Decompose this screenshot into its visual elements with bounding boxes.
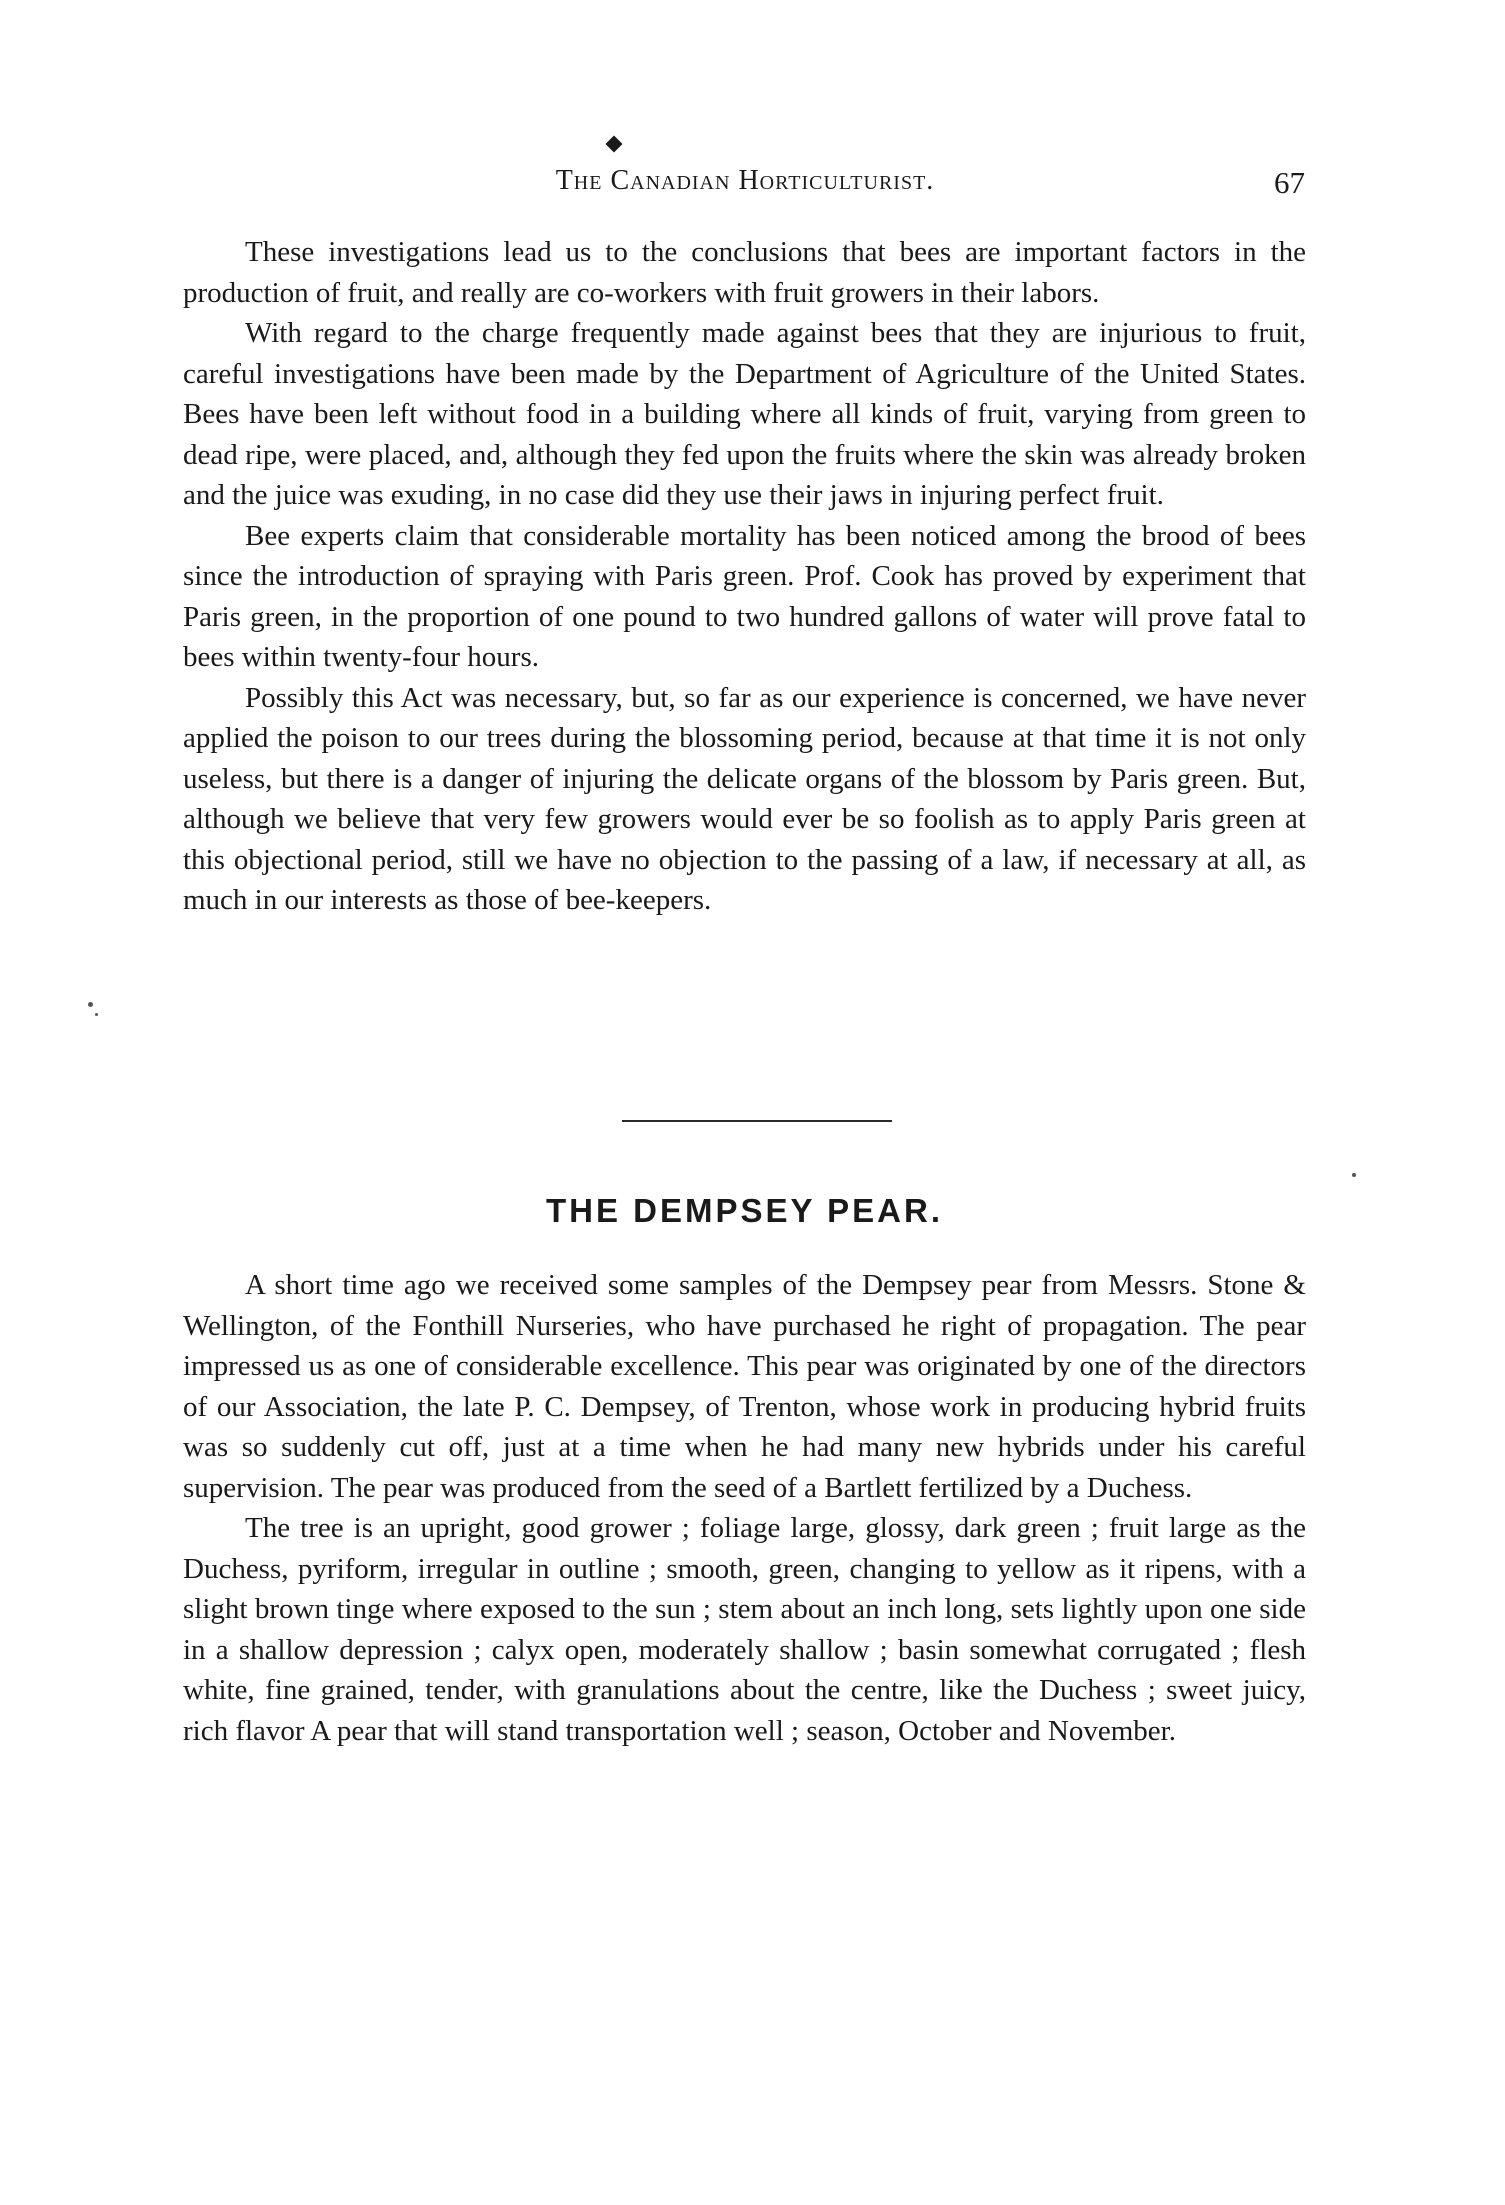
print-speck-icon — [1352, 1173, 1356, 1177]
page-header — [185, 165, 1305, 205]
running-title: The Canadian Horticulturist. — [555, 165, 935, 196]
paragraph: Possibly this Act was necessary, but, so far as our experience is concerned, we have never applied the poison to our trees during the blossoming period, because at that time it is not only useless, but there is a danger of injuring the delicate organs of the blossom by Paris green. But, although we believe that very few growers would ever be so foolish as to apply Paris green at this objectional period, still we have no objection to the passing of a law, if necessary at all, as much in our interests as those of bee-keepers. — [183, 681, 1306, 916]
dempsey-pear-article — [183, 1265, 1306, 1751]
bees-article-continuation — [183, 232, 1306, 921]
paragraph: A short time ago we received some samples of the Dempsey pear from Messrs. Stone & Wellington, of the Fonthill Nurseries, who have purchased he right of propagation. The pear impressed us as one of considerable excellence. This pear was originated by one of the directors of our Association, the late P. C. Dempsey, of Trenton, whose work in producing hybrid fruits was so suddenly cut off, just at a time when he had many new hybrids under his careful supervision. The pear was produced from the seed of a Bartlett fertilized by a Duchess. — [183, 1269, 1306, 1504]
page-number: 67 — [1274, 165, 1305, 200]
paragraph: With regard to the charge frequently made against bees that they are injurious to fruit, careful investigations have been made by the Department of Agriculture of the United States. Bees have been left without food in a building where all kinds of fruit, varying from green to dead ripe, were placed, and, although they fed upon the fruits where the skin was already broken and the juice was exuding, in no case did they use their jaws in injuring perfect fruit. — [183, 317, 1306, 511]
diamond-ornament-icon — [606, 136, 623, 153]
print-speck-icon — [88, 1002, 93, 1007]
paragraph: Bee experts claim that considerable mortality has been noticed among the brood of bees since the introduction of spraying with Paris green. Prof. Cook has proved by experiment that Paris green, in the proportion of one pound to two hundred gallons of water will prove fatal to bees within twenty-four hours. — [183, 519, 1306, 673]
paragraph: The tree is an upright, good grower ; foliage large, glossy, dark green ; fruit large as the Duchess, pyriform, irregular in outline ; smooth, green, changing to yellow as it ripens, with a slight brown tinge where exposed to the sun ; stem about an inch long, sets lightly upon one side in a shallow depression ; calyx open, moderately shallow ; basin somewhat corrugated ; flesh white, fine grained, tender, with granulations about the centre, like the Duchess ; sweet juicy, rich flavor A pear that will stand transportation well ; season, October and November. — [183, 1512, 1306, 1747]
print-speck-icon — [95, 1013, 98, 1016]
section-divider — [622, 1120, 892, 1122]
article-title: THE DEMPSEY PEAR. — [546, 1192, 943, 1229]
paragraph: These investigations lead us to the conclusions that bees are important factors in the production of fruit, and really are co-workers with fruit growers in their labors. — [183, 236, 1306, 309]
